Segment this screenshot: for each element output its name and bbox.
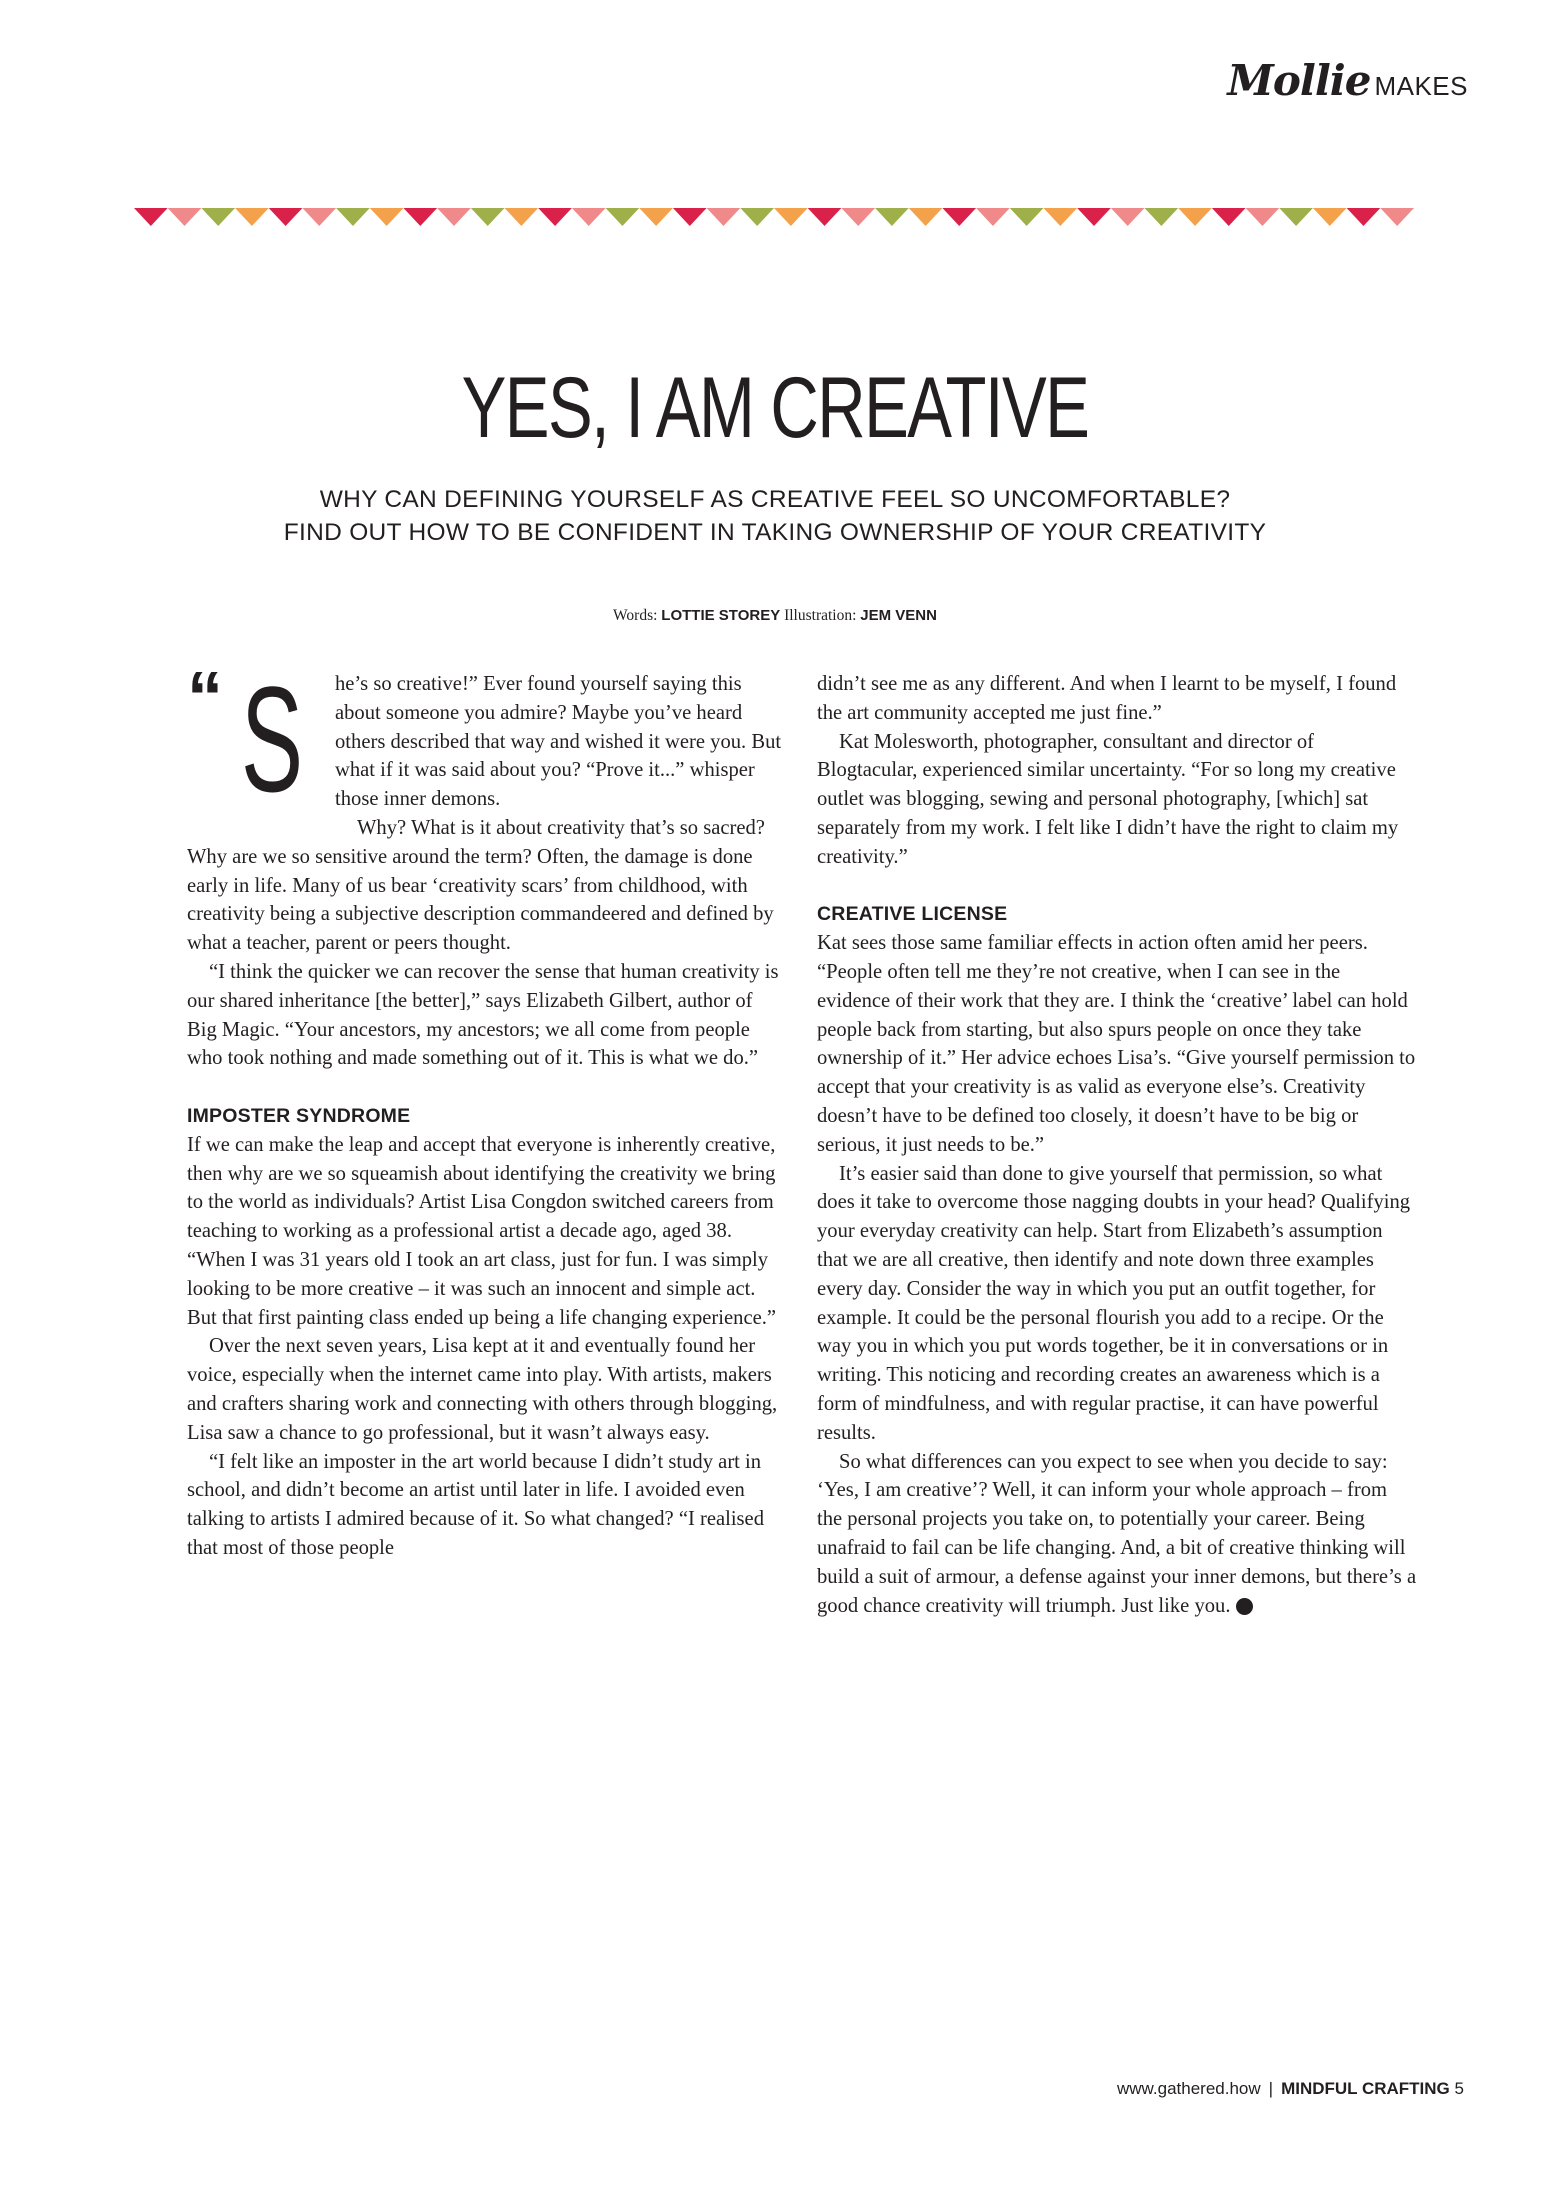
- bunting-flag: [572, 208, 606, 226]
- bunting-flag: [976, 208, 1010, 226]
- drop-cap-quote: “: [187, 658, 223, 738]
- bunting-flag: [168, 208, 202, 226]
- illustration-label: Illustration:: [784, 607, 857, 624]
- article-credits: [0, 607, 1550, 625]
- bunting-flag: [639, 208, 673, 226]
- bunting-flag: [1043, 208, 1077, 226]
- drop-cap-letter: S: [241, 655, 304, 823]
- bunting-flag: [1347, 208, 1381, 226]
- section-heading-license: CREATIVE LICENSE: [817, 903, 1008, 926]
- paragraph: “I felt like an imposter in the art world because I didn’t study art in school, and didn’t become an artist until later in life. I avoided even talking to artists I admired because of it. So what changed? “I realised that most of those people: [187, 1450, 764, 1559]
- subtitle-line-2: FIND OUT HOW TO BE CONFIDENT IN TAKING OWNERSHIP OF YOUR CREATIVITY: [283, 519, 1267, 546]
- bunting-flag: [1111, 208, 1145, 226]
- bunting-flag: [235, 208, 269, 226]
- brand-logo: [1227, 56, 1468, 105]
- bunting-flag: [1010, 208, 1044, 226]
- paragraph: Over the next seven years, Lisa kept at it and eventually found her voice, especially when the internet came into play. With artists, makers and crafters sharing work and connecting with others through blogging, Lisa saw a chance to go professional, but it wasn’t always easy.: [187, 1335, 778, 1444]
- bunting-flag: [269, 208, 303, 226]
- bunting-flag: [909, 208, 943, 226]
- left-column: [187, 655, 787, 1563]
- bunting-flag: [1077, 208, 1111, 226]
- bunting-flag: [471, 208, 505, 226]
- paragraph: Kat sees those same familiar effects in action often amid her peers. “People often tell me they’re not creative, when I can see in the evidence of their work that they are. I think the ‘creative’ label can hold people back from starting, but also spurs people on once they take ownership of it.” Her advice echoes Lisa’s. “Give yourself permission to accept that your creativity is as valid as everyone else’s. Creativity doesn’t have to be defined too closely, it doesn’t have to be big or serious, it just needs to be.”: [817, 932, 1416, 1156]
- bunting-flag: [538, 208, 572, 226]
- brand-logo-caps: MAKES: [1374, 71, 1468, 101]
- paragraph-text: So what differences can you expect to see when you decide to say: ‘Yes, I am creative’? Well, it can inform your whole approach – from the personal projects you take on, to potentially your career. Being unafraid to fail can be life changing. And, a bit of creative thinking will build a suit of armour, a defense against your inner demons, but there’s a good chance creativity will triumph. Just like you.: [817, 1450, 1417, 1617]
- subtitle-line-1: WHY CAN DEFINING YOURSELF AS CREATIVE FEEL SO UNCOMFORTABLE?: [319, 486, 1231, 513]
- bunting-flag: [370, 208, 404, 226]
- paragraph: Why? What is it about creativity that’s so sacred? Why are we so sensitive around the term? Often, the damage is done early in life. Many of us bear ‘creativity scars’ from childhood, with creativity being a subjective description commandeered and defined by what a teacher, parent or peers thought.: [187, 816, 774, 955]
- bunting-flag: [505, 208, 539, 226]
- article-subtitle: [0, 483, 1550, 549]
- bunting-flag: [606, 208, 640, 226]
- paragraph: It’s easier said than done to give yourself that permission, so what does it take to overcome those nagging doubts in your head? Qualifying your everyday creativity can help. Start from Elizabeth’s assumption that we are all creative, then identify and note down three examples every day. Consider the way in which you put an outfit together, for example. It could be the personal flourish you add to a recipe. Or the way you in which you put words together, be it in conversations or in writing. This noticing and recording creates an awareness which is a form of mindfulness, and with regular practise, it can have powerful results.: [817, 1162, 1411, 1444]
- paragraph: [817, 1448, 1417, 1621]
- bunting-flag: [1313, 208, 1347, 226]
- bunting-flag: [336, 208, 370, 226]
- bunting-flag: [707, 208, 741, 226]
- brand-logo-script: Mollie: [1227, 56, 1371, 105]
- page-footer: [1117, 2079, 1464, 2099]
- bunting-flag: [134, 208, 168, 226]
- bunting-flag: [201, 208, 235, 226]
- footer-section: MINDFUL CRAFTING: [1281, 2079, 1450, 2098]
- bunting-flag: [403, 208, 437, 226]
- paragraph: If we can make the leap and accept that everyone is inherently creative, then why are we so squeamish about identifying the creativity we bring to the world as individuals? Artist Lisa Congdon switched careers from teaching to working as a professional artist a decade ago, aged 38. “When I was 31 years old I took an art class, just for fun. I was simply looking to be more creative – it was such an innocent and simple act. But that first painting class ended up being a life changing experience.”: [187, 1133, 777, 1329]
- bunting-flag: [942, 208, 976, 226]
- bunting-flag: [1145, 208, 1179, 226]
- bunting-flag: [1178, 208, 1212, 226]
- bunting-flag: [841, 208, 875, 226]
- bunting-flag: [673, 208, 707, 226]
- paragraph: didn’t see me as any different. And when I learnt to be myself, I found the art community accepted me just fine.”: [817, 673, 1397, 724]
- footer-separator: |: [1268, 2079, 1274, 2098]
- paragraph: “I think the quicker we can recover the sense that human creativity is our shared inheritance [the better],” says Elizabeth Gilbert, author of Big Magic. “Your ancestors, my ancestors; we all come from people who took nothing and made something out of it. This is what we do.”: [187, 960, 779, 1070]
- section-heading-imposter: IMPOSTER SYNDROME: [187, 1104, 411, 1127]
- bunting-flag: [1380, 208, 1414, 226]
- bunting-flag: [1279, 208, 1313, 226]
- page-number: 5: [1454, 2079, 1464, 2098]
- bunting-flag: [808, 208, 842, 226]
- bunting-flag: [302, 208, 336, 226]
- illustrator-name: JEM VENN: [860, 607, 937, 624]
- bunting-flag: [774, 208, 808, 226]
- paragraph: Kat Molesworth, photographer, consultant and director of Blogtacular, experienced similar uncertainty. “For so long my creative outlet was blogging, sewing and personal photography, [which] sat separately from my work. I felt like I didn’t have the right to claim my creativity.”: [817, 730, 1399, 868]
- bunting-svg: [134, 208, 1414, 230]
- bunting-divider: [134, 208, 1414, 230]
- drop-cap: [187, 655, 327, 823]
- paragraph: he’s so creative!” Ever found yourself saying this about someone you admire? Maybe you’ve heard others described that way and wished it were you. But what if it was said about you? “Prove it...” whisper those inner demons.: [335, 673, 782, 811]
- bunting-flag: [437, 208, 471, 226]
- end-mark-icon: M: [1236, 1598, 1253, 1615]
- bunting-flag: [740, 208, 774, 226]
- author-name: LOTTIE STOREY: [661, 607, 781, 624]
- article-title: YES, I AM CREATIVE: [461, 360, 1089, 456]
- footer-url: www.gathered.how: [1117, 2079, 1261, 2098]
- bunting-flag: [1212, 208, 1246, 226]
- right-column: [817, 670, 1417, 1620]
- words-label: Words:: [613, 607, 658, 624]
- bunting-flag: [1246, 208, 1280, 226]
- bunting-flag: [875, 208, 909, 226]
